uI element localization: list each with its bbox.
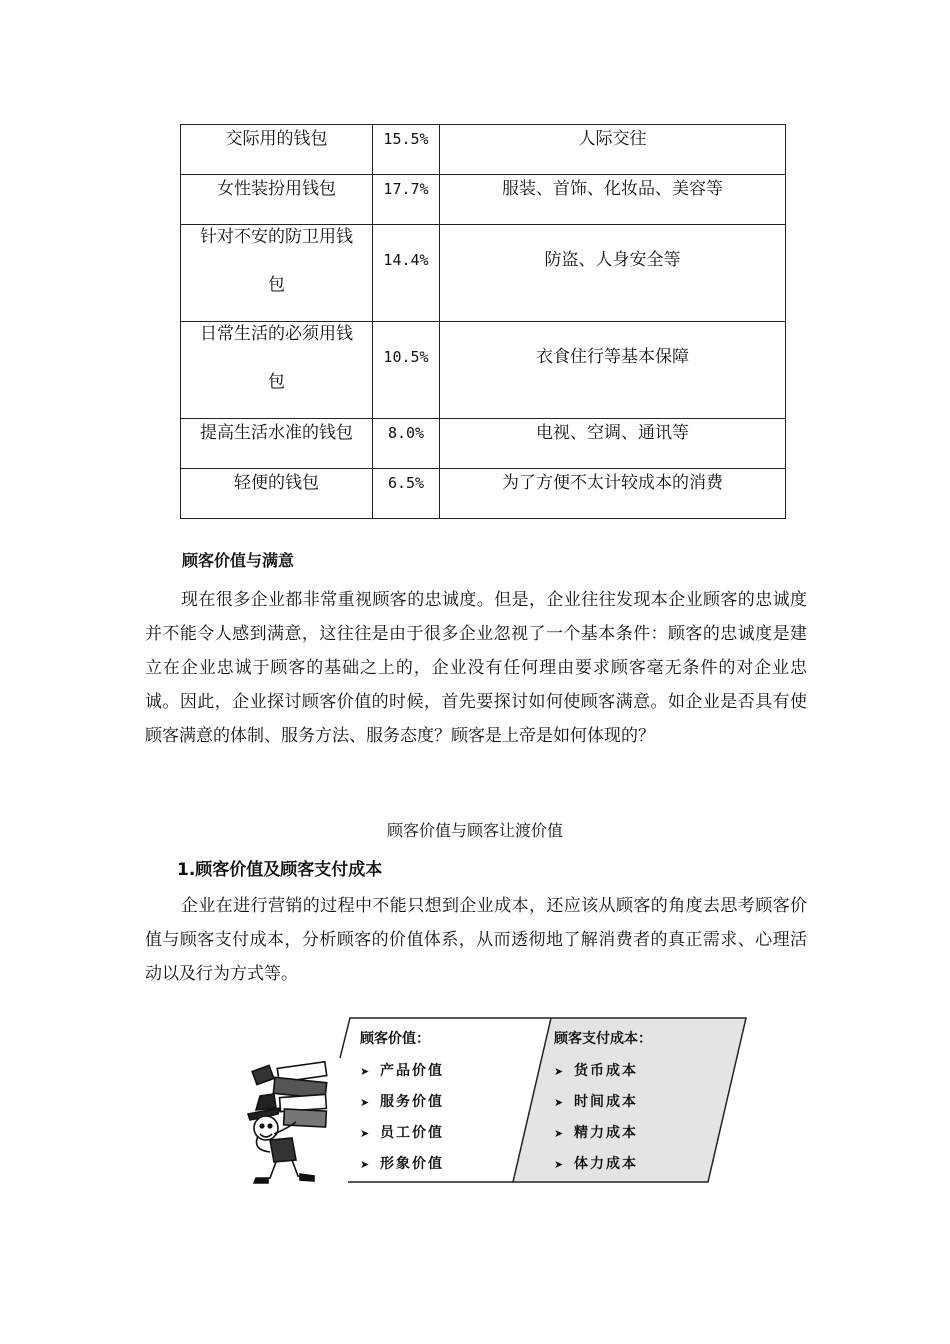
list-item: ➤ 形象价值: [360, 1149, 444, 1180]
table-row: [181, 322, 786, 419]
subsection-heading: 1.顾客价值及顾客支付成本: [177, 860, 383, 880]
table-cell-type: 女性装扮用钱包: [181, 175, 373, 225]
arrow-right-icon: ➤: [360, 1127, 370, 1140]
customer-cost-title: 顾客支付成本：: [554, 1031, 652, 1047]
list-item: ➤ 产品价值: [360, 1056, 444, 1087]
arrow-right-icon: ➤: [554, 1096, 564, 1109]
table-cell-type: 交际用的钱包: [181, 125, 373, 175]
table-row: [181, 225, 786, 322]
table-cell-percent: 6.5%: [373, 469, 440, 519]
table-row: [181, 469, 786, 519]
paragraph-customer-satisfaction: 现在很多企业都非常重视顾客的忠诚度。但是，企业往往发现本企业顾客的忠诚度并不能令人感到满意，这往往是由于很多企业忽视了一个基本条件：顾客的忠诚度是建立在企业忠诚于顾客的基础之上的，企业没有任何理由要求顾客毫无条件的对企业忠诚。因此，企业探讨顾客价值的时候，首先要探讨如何使顾客满意。如企业是否具有使顾客满意的体制、服务方法、服务态度？顾客是上帝是如何体现的？: [145, 590, 807, 746]
section-heading: 顾客价值与满意: [182, 551, 295, 570]
table-cell-percent: 14.4%: [373, 225, 440, 322]
man-carrying-boxes-icon: [248, 1062, 327, 1183]
table-cell-percent: 8.0%: [373, 419, 440, 469]
customer-value-diagram: [240, 1010, 760, 1190]
section-title: 顾客价值与顾客让渡价值: [386, 821, 563, 840]
list-item: ➤ 货币成本: [554, 1056, 652, 1087]
list-item: ➤ 员工价值: [360, 1118, 444, 1149]
table-cell-percent: 15.5%: [373, 125, 440, 175]
table-cell-type: 轻便的钱包: [181, 469, 373, 519]
table-cell-purpose: 为了方便不太计较成本的消费: [440, 469, 786, 519]
list-item: ➤ 时间成本: [554, 1087, 652, 1118]
table-cell-purpose: 服装、首饰、化妆品、美容等: [440, 175, 786, 225]
list-item: ➤ 服务价值: [360, 1087, 444, 1118]
arrow-right-icon: ➤: [360, 1096, 370, 1109]
list-item: ➤ 精力成本: [554, 1118, 652, 1149]
diagram-background: [240, 1010, 760, 1190]
table-cell-purpose: 衣食住行等基本保障: [440, 322, 786, 419]
arrow-right-icon: ➤: [554, 1127, 564, 1140]
customer-value-list: [360, 1028, 444, 1180]
arrow-right-icon: ➤: [554, 1065, 564, 1078]
customer-value-title: 顾客价值：: [360, 1031, 430, 1047]
table-cell-percent: 17.7%: [373, 175, 440, 225]
arrow-right-icon: ➤: [360, 1065, 370, 1078]
arrow-right-icon: ➤: [360, 1158, 370, 1171]
wallet-table: [180, 124, 786, 519]
arrow-right-icon: ➤: [554, 1158, 564, 1171]
list-item: ➤ 体力成本: [554, 1149, 652, 1180]
table-cell-purpose: 防盗、人身安全等: [440, 225, 786, 322]
table-cell-purpose: 人际交往: [440, 125, 786, 175]
table-cell-type: 提高生活水准的钱包: [181, 419, 373, 469]
paragraph-customer-value: 企业在进行营销的过程中不能只想到企业成本，还应该从顾客的角度去思考顾客价值与顾客支付成本，分析顾客的价值体系，从而透彻地了解消费者的真正需求、心理活动以及行为方式等。: [145, 896, 807, 984]
table-cell-percent: 10.5%: [373, 322, 440, 419]
table-cell-type: 针对不安的防卫用钱 包: [181, 225, 373, 322]
table-cell-type: 日常生活的必须用钱 包: [181, 322, 373, 419]
table-cell-purpose: 电视、空调、通讯等: [440, 419, 786, 469]
customer-cost-list: [554, 1028, 652, 1180]
